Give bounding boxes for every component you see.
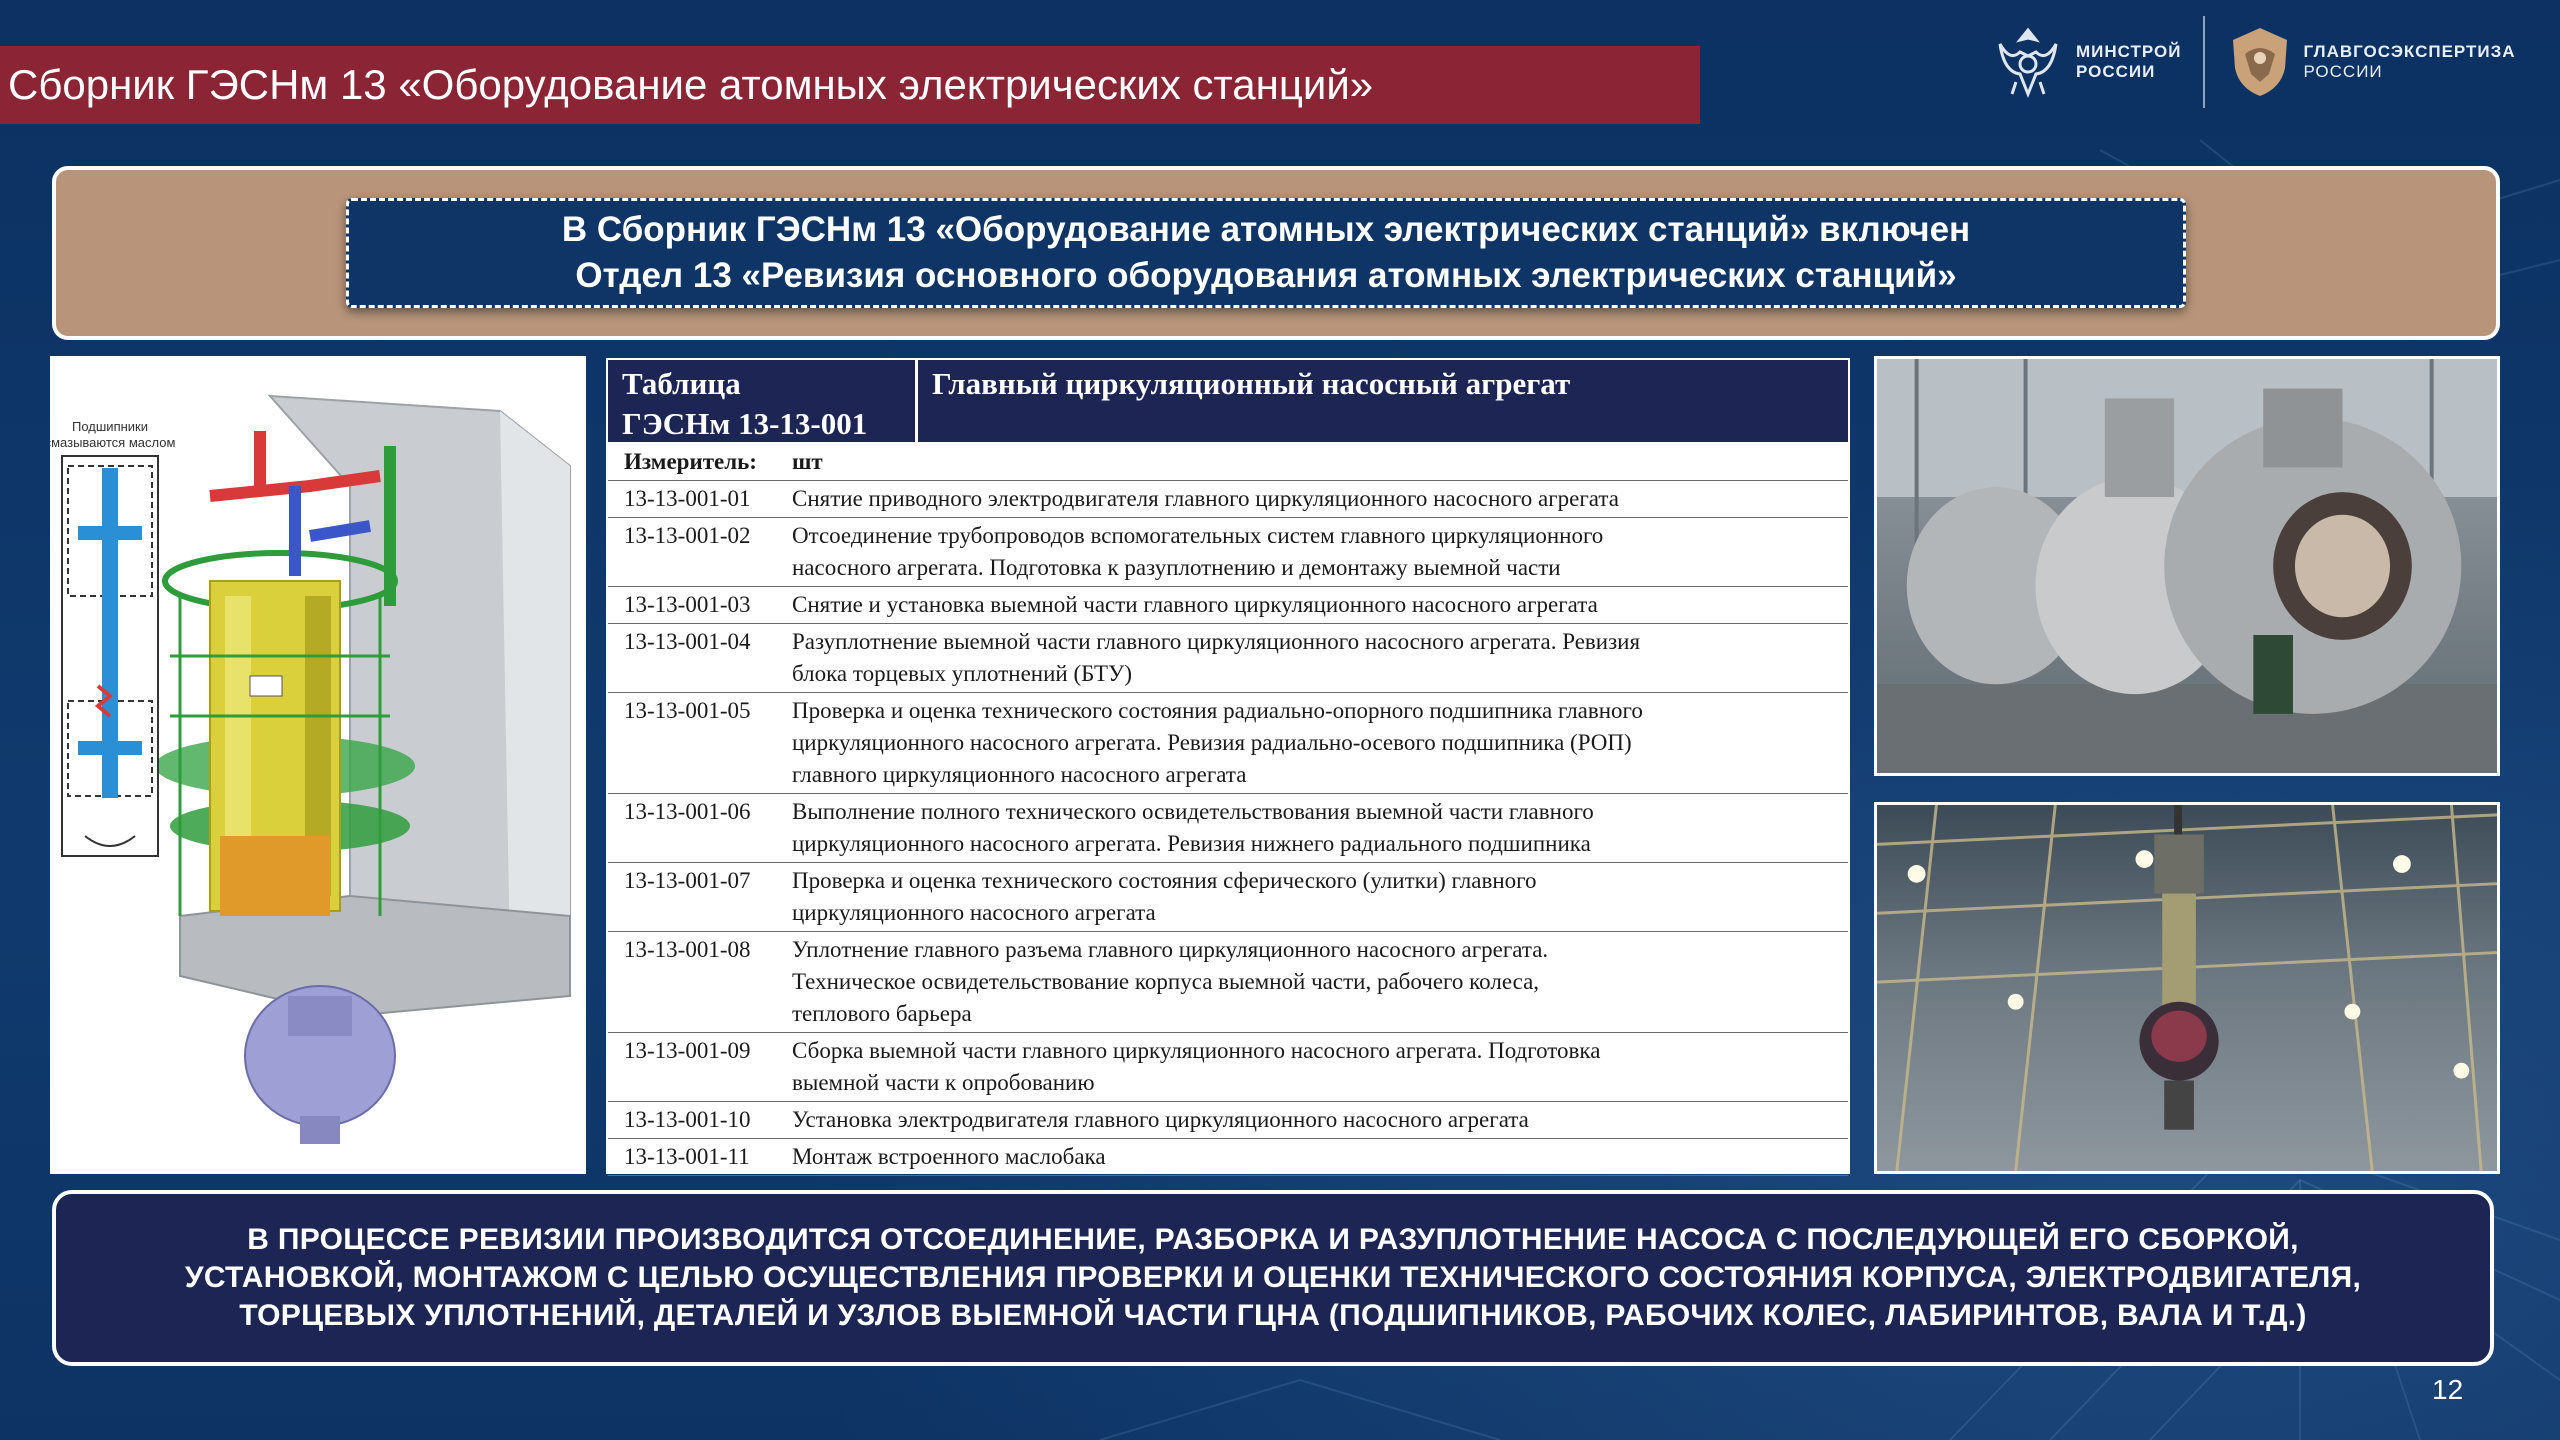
gesnm-table: [606, 358, 1850, 1174]
summary-line-2: УСТАНОВКОЙ, МОНТАЖОМ С ЦЕЛЬЮ ОСУЩЕСТВЛЕНИЯ ПРОВЕРКИ И ОЦЕНКИ ТЕХНИЧЕСКОГО СОСТОЯНИЯ КОРПУСА, ЭЛЕКТРОДВИГАТЕЛЯ,: [184, 1261, 2362, 1294]
row-code: 13-13-001-04: [624, 629, 751, 654]
table-header-code-line2: ГЭСНм 13-13-001: [622, 406, 868, 441]
info-banner: [52, 166, 2500, 340]
pump-cutaway-drawing: [50, 356, 586, 1174]
table-row: [608, 518, 1848, 587]
row-description-line: выемной части к опробованию: [792, 1070, 1095, 1095]
row-code: 13-13-001-09: [624, 1038, 751, 1063]
row-description: [786, 863, 1848, 931]
row-description: [786, 518, 1848, 586]
row-code: 13-13-001-01: [624, 486, 751, 511]
summary-box: [52, 1190, 2494, 1366]
emblem-icon: [2227, 24, 2293, 100]
table-row: [608, 1102, 1848, 1139]
row-description-line: циркуляционного насосного агрегата. Ревизия нижнего радиального подшипника: [792, 831, 1591, 856]
measure-label: Измеритель:: [624, 449, 757, 474]
info-banner-inner: [346, 198, 2186, 308]
banner-line-1: В Сборник ГЭСНм 13 «Оборудование атомных электрических станций» включен: [561, 210, 1971, 249]
row-description-line: циркуляционного насосного агрегата: [792, 900, 1156, 925]
logo-separator: [2203, 16, 2205, 108]
row-description-line: теплового барьера: [792, 1001, 972, 1026]
row-description-line: Снятие приводного электродвигателя главного циркуляционного насосного агрегата: [792, 486, 1619, 511]
illustration-label-line1: Подшипники: [72, 419, 148, 434]
table-row: [608, 932, 1848, 1033]
glavgosexpertiza-line2: РОССИИ: [2303, 62, 2383, 81]
table-header-title: Главный циркуляционный насосный агрегат: [932, 366, 1571, 401]
row-description-line: насосного агрегата. Подготовка к разуплотнению и демонтажу выемной части: [792, 555, 1561, 580]
table-row: [608, 624, 1848, 693]
row-description: [786, 693, 1848, 793]
table-header-code-line1: Таблица: [622, 366, 741, 401]
row-description-line: блока торцевых уплотнений (БТУ): [792, 661, 1133, 686]
logos: [1990, 14, 2530, 110]
minstroy-line1: МИНСТРОЙ: [2076, 42, 2182, 61]
table-row: [608, 693, 1848, 794]
row-description: [786, 1102, 1848, 1138]
row-description: [786, 1033, 1848, 1101]
glavgosexpertiza-logo-text: [2303, 42, 2515, 82]
table-measure-row: [608, 444, 1848, 481]
minstroy-logo: [1990, 22, 2181, 102]
row-description: [786, 1139, 1848, 1175]
pump-housing-photo: [1874, 356, 2500, 776]
table-row: [608, 1033, 1848, 1102]
row-code: 13-13-001-11: [624, 1144, 750, 1169]
row-code: 13-13-001-03: [624, 592, 751, 617]
row-description-line: Проверка и оценка технического состояния сферического (улитки) главного: [792, 868, 1537, 893]
row-description: [786, 794, 1848, 862]
illustration-label-line2: смазываются маслом: [50, 435, 176, 450]
summary-line-1: В ПРОЦЕССЕ РЕВИЗИИ ПРОИЗВОДИТСЯ ОТСОЕДИНЕНИЕ, РАЗБОРКА И РАЗУПЛОТНЕНИЕ НАСОСА С ПОСЛЕДУЮЩЕЙ ЕГО СБОРКОЙ,: [247, 1223, 2299, 1256]
minstroy-logo-text: [2076, 42, 2181, 82]
row-description-line: Установка электродвигателя главного циркуляционного насосного агрегата: [792, 1107, 1529, 1132]
row-code: 13-13-001-06: [624, 799, 751, 824]
row-code: 13-13-001-07: [624, 868, 751, 893]
table-header: [608, 360, 1848, 444]
glavgosexpertiza-logo: [2227, 24, 2515, 100]
coat-of-arms-icon: [1990, 22, 2066, 102]
row-code: 13-13-001-08: [624, 937, 751, 962]
pump-illustration: [50, 356, 586, 1174]
glavgosexpertiza-line1: ГЛАВГОСЭКСПЕРТИЗА: [2303, 42, 2516, 61]
row-description-line: Техническое освидетельствование корпуса выемной части, рабочего колеса,: [792, 969, 1540, 994]
table-header-code: [608, 360, 918, 442]
row-description-line: Монтаж встроенного маслобака: [792, 1144, 1106, 1169]
workshop-photo-drawing: [1877, 359, 2497, 773]
summary-line-3: ТОРЦЕВЫХ УПЛОТНЕНИЙ, ДЕТАЛЕЙ И УЗЛОВ ВЫЕМНОЙ ЧАСТИ ГЦНА (ПОДШИПНИКОВ, РАБОЧИХ КОЛЕС, ЛАБИРИНТОВ, ВАЛА И Т.Д.): [239, 1299, 2307, 1332]
row-description-line: Выполнение полного технического освидетельствования выемной части главного: [792, 799, 1594, 824]
row-description-line: Проверка и оценка технического состояния радиально-опорного подшипника главного: [792, 698, 1643, 723]
row-description-line: Уплотнение главного разъема главного циркуляционного насосного агрегата.: [792, 937, 1549, 962]
measure-value: шт: [792, 449, 823, 474]
row-description: [786, 587, 1848, 623]
row-description-line: циркуляционного насосного агрегата. Ревизия радиально-осевого подшипника (РОП): [792, 730, 1632, 755]
pump-crane-photo: [1874, 802, 2500, 1174]
page-number: 12: [2432, 1374, 2464, 1405]
row-code: 13-13-001-05: [624, 698, 751, 723]
table-row: [608, 794, 1848, 863]
row-description-line: Сборка выемной части главного циркуляционного насосного агрегата. Подготовка: [792, 1038, 1601, 1063]
row-description: [786, 624, 1848, 692]
title-bar: [0, 46, 1700, 124]
minstroy-line2: РОССИИ: [2076, 62, 2156, 81]
table-body: [608, 481, 1848, 1176]
table-row: [608, 587, 1848, 624]
page-title: Сборник ГЭСНм 13 «Оборудование атомных электрических станций»: [8, 61, 1374, 108]
table-row: [608, 863, 1848, 932]
row-description-line: Снятие и установка выемной части главного циркуляционного насосного агрегата: [792, 592, 1598, 617]
crane-photo-drawing: [1877, 805, 2497, 1171]
table-row: [608, 1139, 1848, 1176]
row-description-line: Разуплотнение выемной части главного циркуляционного насосного агрегата. Ревизия: [792, 629, 1641, 654]
row-description: [786, 481, 1848, 517]
row-code: 13-13-001-10: [624, 1107, 751, 1132]
row-description-line: главного циркуляционного насосного агрегата: [792, 762, 1247, 787]
row-description-line: Отсоединение трубопроводов вспомогательных систем главного циркуляционного: [792, 523, 1604, 548]
banner-line-2: Отдел 13 «Ревизия основного оборудования атомных электрических станций»: [575, 256, 1957, 295]
row-description: [786, 932, 1848, 1032]
row-code: 13-13-001-02: [624, 523, 751, 548]
table-row: [608, 481, 1848, 518]
